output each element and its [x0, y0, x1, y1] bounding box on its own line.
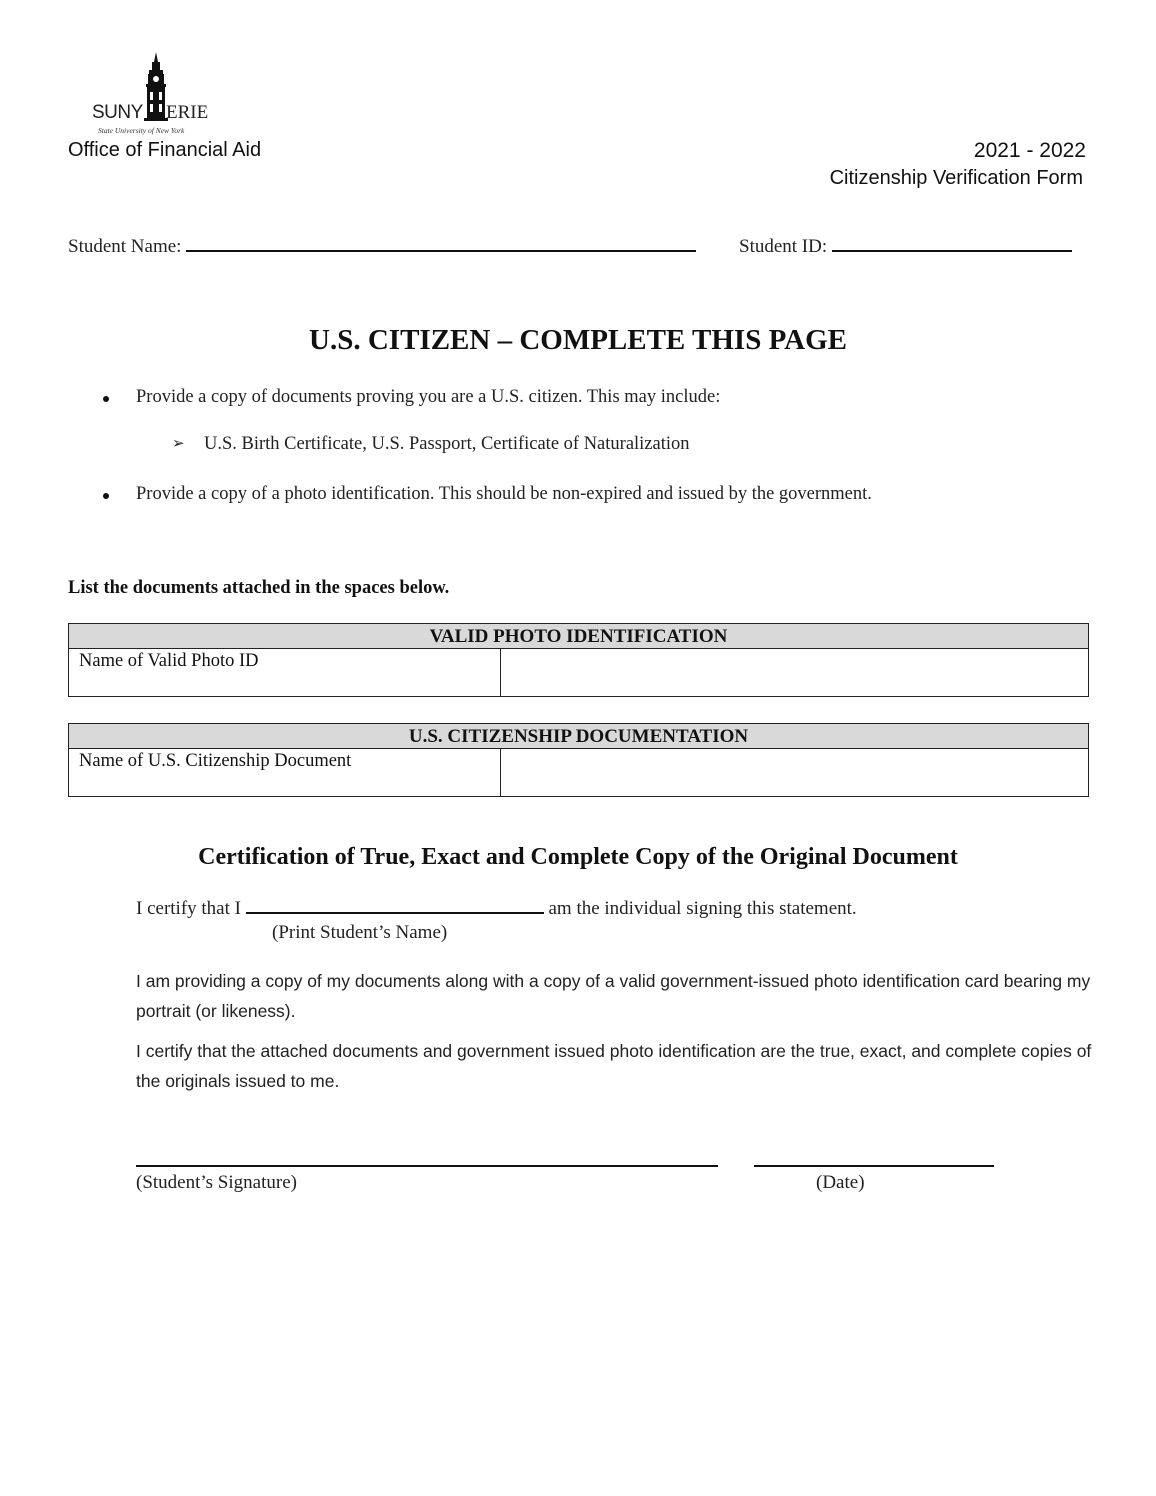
student-name-field[interactable]	[68, 236, 696, 258]
certify-prefix: I certify that I	[136, 898, 241, 919]
bullet-dot	[103, 396, 109, 402]
suny-erie-logo	[92, 52, 232, 138]
logo-suny-text: SUNY	[92, 102, 143, 123]
student-id-line[interactable]	[832, 238, 1072, 252]
student-name-label: Student Name:	[68, 236, 182, 257]
certify-suffix: am the individual signing this statement.	[548, 898, 857, 919]
logo-tagline: State University of New York	[98, 126, 185, 135]
list-documents-instruction: List the documents attached in the spaces below.	[68, 578, 450, 598]
table-row	[69, 749, 1088, 796]
date-line[interactable]	[754, 1165, 994, 1167]
logo-erie-text: ERIE	[166, 102, 209, 123]
print-name-caption: (Print Student’s Name)	[272, 922, 448, 943]
certification-paragraph-1: I am providing a copy of my documents along with a copy of a valid government-issued photo identification card bearing my portrait (or likeness).	[136, 971, 1091, 1021]
student-id-label: Student ID:	[739, 236, 828, 257]
signature-line[interactable]	[136, 1165, 718, 1167]
print-name-line[interactable]	[246, 898, 544, 914]
student-name-line[interactable]	[186, 238, 696, 252]
bullet-document-examples: U.S. Birth Certificate, U.S. Passport, Certificate of Naturalization	[204, 434, 690, 454]
bullet-dot	[103, 493, 109, 499]
arrow-bullet-icon: ➢	[172, 436, 185, 452]
student-id-field[interactable]	[739, 236, 1072, 258]
photo-id-input-cell[interactable]	[501, 649, 1088, 696]
citizenship-doc-table-header: U.S. CITIZENSHIP DOCUMENTATION	[69, 724, 1088, 749]
photo-id-table-header: VALID PHOTO IDENTIFICATION	[69, 624, 1088, 649]
table-row	[69, 649, 1088, 696]
bullet-photo-id: Provide a copy of a photo identification. This should be non-expired and issued by the government.	[136, 484, 872, 504]
academic-year: 2021 - 2022	[973, 139, 1086, 162]
certification-paragraph-2: I certify that the attached documents and government issued photo identification are the true, exact, and complete copies of the originals issued to me.	[136, 1041, 1092, 1091]
bullet-proof-documents: Provide a copy of documents proving you are a U.S. citizen. This may include:	[136, 387, 721, 407]
page-title: U.S. CITIZEN – COMPLETE THIS PAGE	[309, 324, 847, 356]
signature-caption: (Student’s Signature)	[136, 1172, 297, 1193]
photo-id-table	[68, 623, 1089, 697]
date-caption: (Date)	[816, 1172, 865, 1193]
citizenship-doc-table	[68, 723, 1089, 797]
certification-title: Certification of True, Exact and Complete Copy of the Original Document	[198, 844, 958, 870]
form-name: Citizenship Verification Form	[829, 167, 1083, 189]
citizenship-doc-label-cell: Name of U.S. Citizenship Document	[69, 749, 501, 796]
office-name: Office of Financial Aid	[68, 139, 262, 161]
photo-id-label-cell: Name of Valid Photo ID	[69, 649, 501, 696]
certify-statement	[136, 898, 857, 920]
citizenship-doc-input-cell[interactable]	[501, 749, 1088, 796]
